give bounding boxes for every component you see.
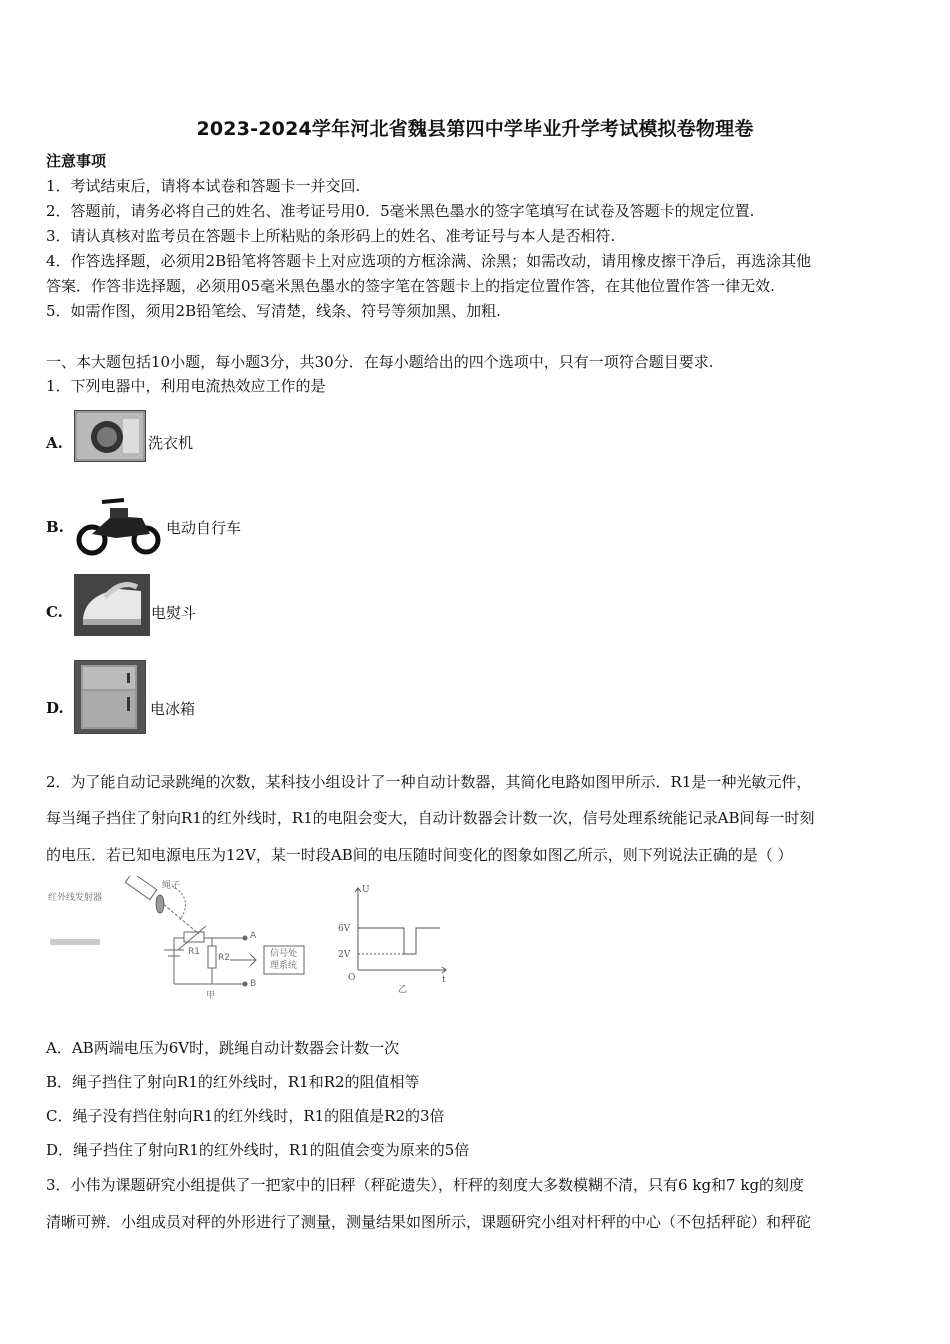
question-2-option: C．绳子没有挡住射向R1的红外线时，R1的阻值是R2的3倍 xyxy=(46,1107,445,1125)
axis-t-label: t xyxy=(442,975,446,985)
question-3-line: 清晰可辨．小组成员对秤的外形进行了测量，测量结果如图所示，课题研究小组对杆秤的中心（不包括秤砣）和秤砣 xyxy=(46,1213,812,1231)
axis-u-label: U xyxy=(362,885,370,895)
option-text: 洗衣机 xyxy=(148,434,194,452)
figure-yi-label: 乙 xyxy=(398,985,408,995)
signal-label-2: 理系统 xyxy=(270,961,298,971)
refrigerator-image xyxy=(74,660,146,734)
notice-item: 4．作答选择题，必须用2B铅笔将答题卡上对应选项的方框涂满、涂黑；如需改动，请用橡皮擦干净后，再选涂其他 xyxy=(46,252,812,270)
terminal-a-label: A xyxy=(250,931,257,941)
emitter-label: 红外线发射器 xyxy=(48,893,103,903)
electric-bike-image xyxy=(72,494,162,556)
terminal-b-label: B xyxy=(250,979,257,989)
signal-label-1: 信号处 xyxy=(270,949,298,959)
r2-label: R2 xyxy=(218,953,230,963)
option-text: 电冰箱 xyxy=(150,700,196,718)
page-title: 2023-2024学年河北省魏县第四中学毕业升学考试模拟卷物理卷 xyxy=(196,118,754,140)
question-2-line: 的电压．若已知电源电压为12V，某一时段AB间的电压随时间变化的图象如图乙所示，则下列说法正确的是（ ） xyxy=(46,846,793,864)
origin-label: O xyxy=(348,973,356,983)
notice-item: 1．考试结束后，请将本试卷和答题卡一并交回. xyxy=(46,177,361,195)
notice-item: 5．如需作图，须用2B铅笔绘、写清楚，线条、符号等须加黑、加粗. xyxy=(46,302,501,320)
option-text: 电动自行车 xyxy=(166,519,242,537)
question-3-line: 3．小伟为课题研究小组提供了一把家中的旧秤（秤砣遗失），杆秤的刻度大多数模糊不清，只有6 kg和7 kg的刻度 xyxy=(46,1176,805,1194)
question-2-option: D．绳子挡住了射向R1的红外线时，R1的阻值会变为原来的5倍 xyxy=(46,1141,470,1159)
washing-machine-image xyxy=(74,410,146,462)
notice-item: 2．答题前，请务必将自己的姓名、准考证号用0．5毫米黑色墨水的签字笔填写在试卷及答题卡的规定位置. xyxy=(46,202,755,220)
option-letter: D. xyxy=(46,699,64,717)
question-2-line: 每当绳子挡住了射向R1的红外线时，R1的电阻会变大，自动计数器会计数一次，信号处理系统能记录AB间每一时刻 xyxy=(46,809,815,827)
question-2-line: 2．为了能自动记录跳绳的次数，某科技小组设计了一种自动计数器，其简化电路如图甲所示．R1是一种光敏元件， xyxy=(46,773,812,791)
notice-heading: 注意事项 xyxy=(46,152,107,170)
electric-iron-image xyxy=(74,574,150,636)
notice-item: 答案．作答非选择题，必须用05毫米黑色墨水的签字笔在答题卡上的指定位置作答，在其他位置作答一律无效. xyxy=(46,277,775,295)
r1-label: R1 xyxy=(188,947,200,957)
option-text: 电熨斗 xyxy=(151,604,197,622)
option-letter: A. xyxy=(46,434,63,452)
option-letter: B. xyxy=(46,518,64,536)
question-2-option: B．绳子挡住了射向R1的红外线时，R1和R2的阻值相等 xyxy=(46,1073,420,1091)
tick-6v: 6V xyxy=(338,924,351,934)
notice-item: 3．请认真核对监考员在答题卡上所粘贴的条形码上的姓名、准考证号与本人是否相符. xyxy=(46,227,616,245)
figure-jia-label: 甲 xyxy=(206,991,216,1000)
question-1-stem: 1．下列电器中，利用电流热效应工作的是 xyxy=(46,377,326,395)
question-2-option: A．AB两端电压为6V时，跳绳自动计数器会计数一次 xyxy=(46,1039,400,1057)
rope-label: 绳子 xyxy=(162,881,181,891)
section-heading: 一、本大题包括10小题，每小题3分，共30分．在每小题给出的四个选项中，只有一项符合题目要求. xyxy=(46,353,714,371)
option-letter: C. xyxy=(46,603,63,621)
voltage-time-graph xyxy=(338,880,458,995)
circuit-diagram xyxy=(44,876,314,1000)
tick-2v: 2V xyxy=(338,950,351,960)
